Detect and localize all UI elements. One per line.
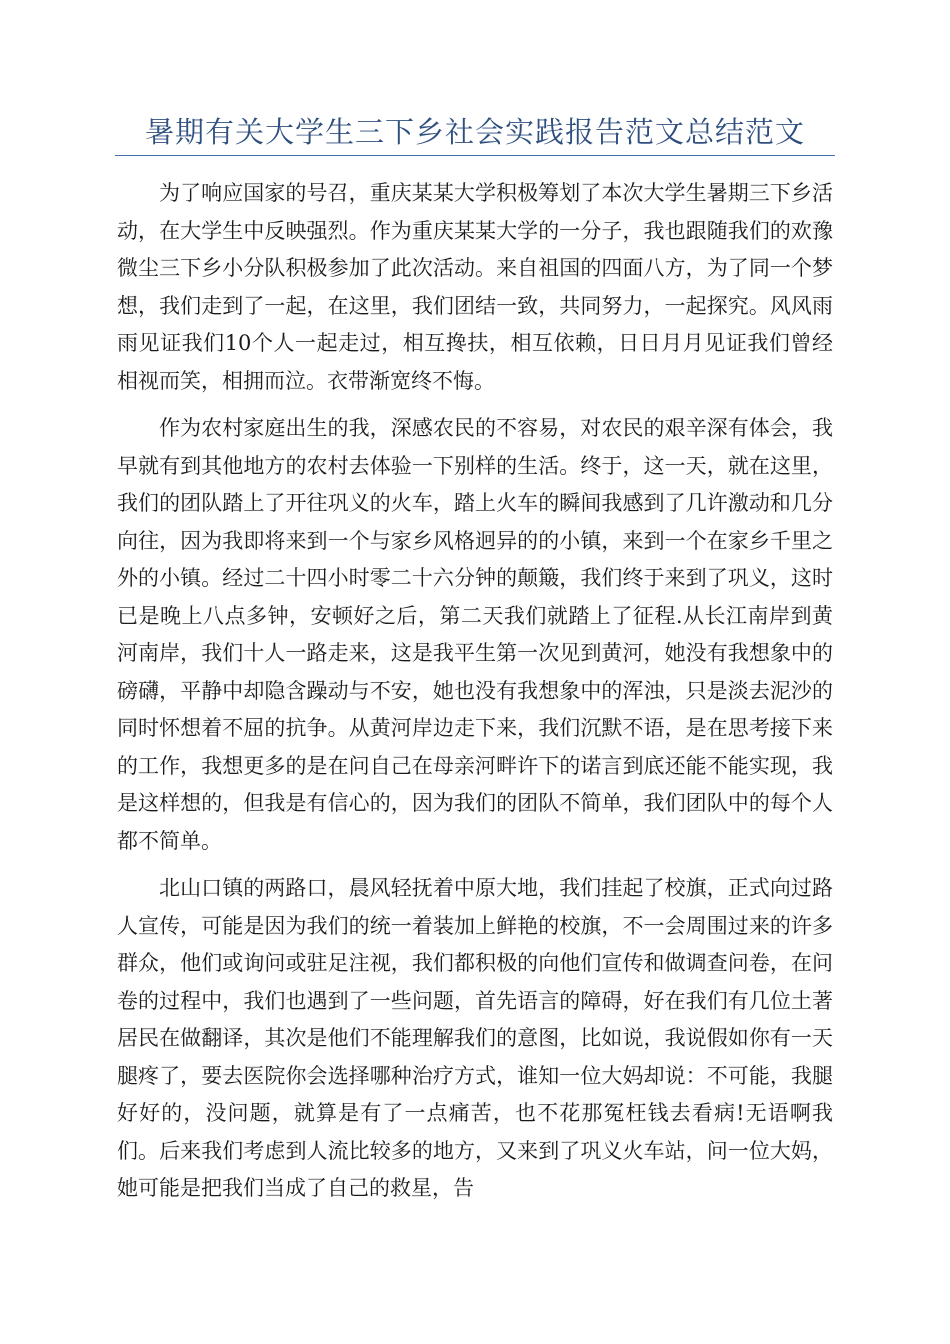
paragraph-3: 北山口镇的两路口，晨风轻抚着中原大地，我们挂起了校旗，正式向过路人宣传，可能是因为我们的统一着装加上鲜艳的校旗，不一会周围过来的许多群众，他们或询问或驻足注视，我们都积极的向他们宣传和做调查问卷，在问卷的过程中，我们也遇到了一些问题，首先语言的障碍，好在我们有几位土著居民在做翻译，其次是他们不能理解我们的意图，比如说，我说假如你有一天腿疼了，要去医院你会选择哪种治疗方式，谁知一位大妈却说：不可能，我腿好好的，没问题，就算是有了一点痛苦，也不花那冤枉钱去看病!无语啊我们。后来我们考虑到人流比较多的地方，又来到了巩义火车站，问一位大妈，她可能是把我们当成了自己的救星，告 [117,876,833,1200]
paragraph-2: 作为农村家庭出生的我，深感农民的不容易，对农民的艰辛深有体会，我早就有到其他地方的农村去体验一下别样的生活。终于，这一天，就在这里，我们的团队踏上了开往巩义的火车，踏上火车的瞬间我感到了几许激动和几分向往，因为我即将来到一个与家乡风格迥异的的小镇，来到一个在家乡千里之外的小镇。经过二十四小时零二十六分钟的颠簸，我们终于来到了巩义，这时已是晚上八点多钟，安顿好之后，第二天我们就踏上了征程.从长江南岸到黄河南岸，我们十人一路走来，这是我平生第一次见到黄河，她没有我想象中的磅礴，平静中却隐含躁动与不安，她也没有我想象中的浑浊，只是淡去泥沙的同时怀想着不屈的抗争。从黄河岸边走下来，我们沉默不语，是在思考接下来的工作，我想更多的是在问自己在母亲河畔许下的诺言到底还能不能实现，我是这样想的，但我是有信心的，因为我们的团队不简单，我们团队中的每个人都不简单。 [117,416,833,853]
document-title: 暑期有关大学生三下乡社会实践报告范文总结范文 [144,115,805,149]
title-underline [115,155,835,156]
paragraph-1: 为了响应国家的号召，重庆某某大学积极筹划了本次大学生暑期三下乡活动，在大学生中反映强烈。作为重庆某某大学的一分子，我也跟随我们的欢豫微尘三下乡小分队积极参加了此次活动。来自祖国的四面八方，为了同一个梦想，我们走到了一起，在这里，我们团结一致，共同努力，一起探究。风风雨雨见证我们10个人一起走过，相互搀扶，相互依赖，日日月月见证我们曾经相视而笑，相拥而泣。衣带渐宽终不悔。 [117,181,833,393]
document-body [117,175,833,1218]
